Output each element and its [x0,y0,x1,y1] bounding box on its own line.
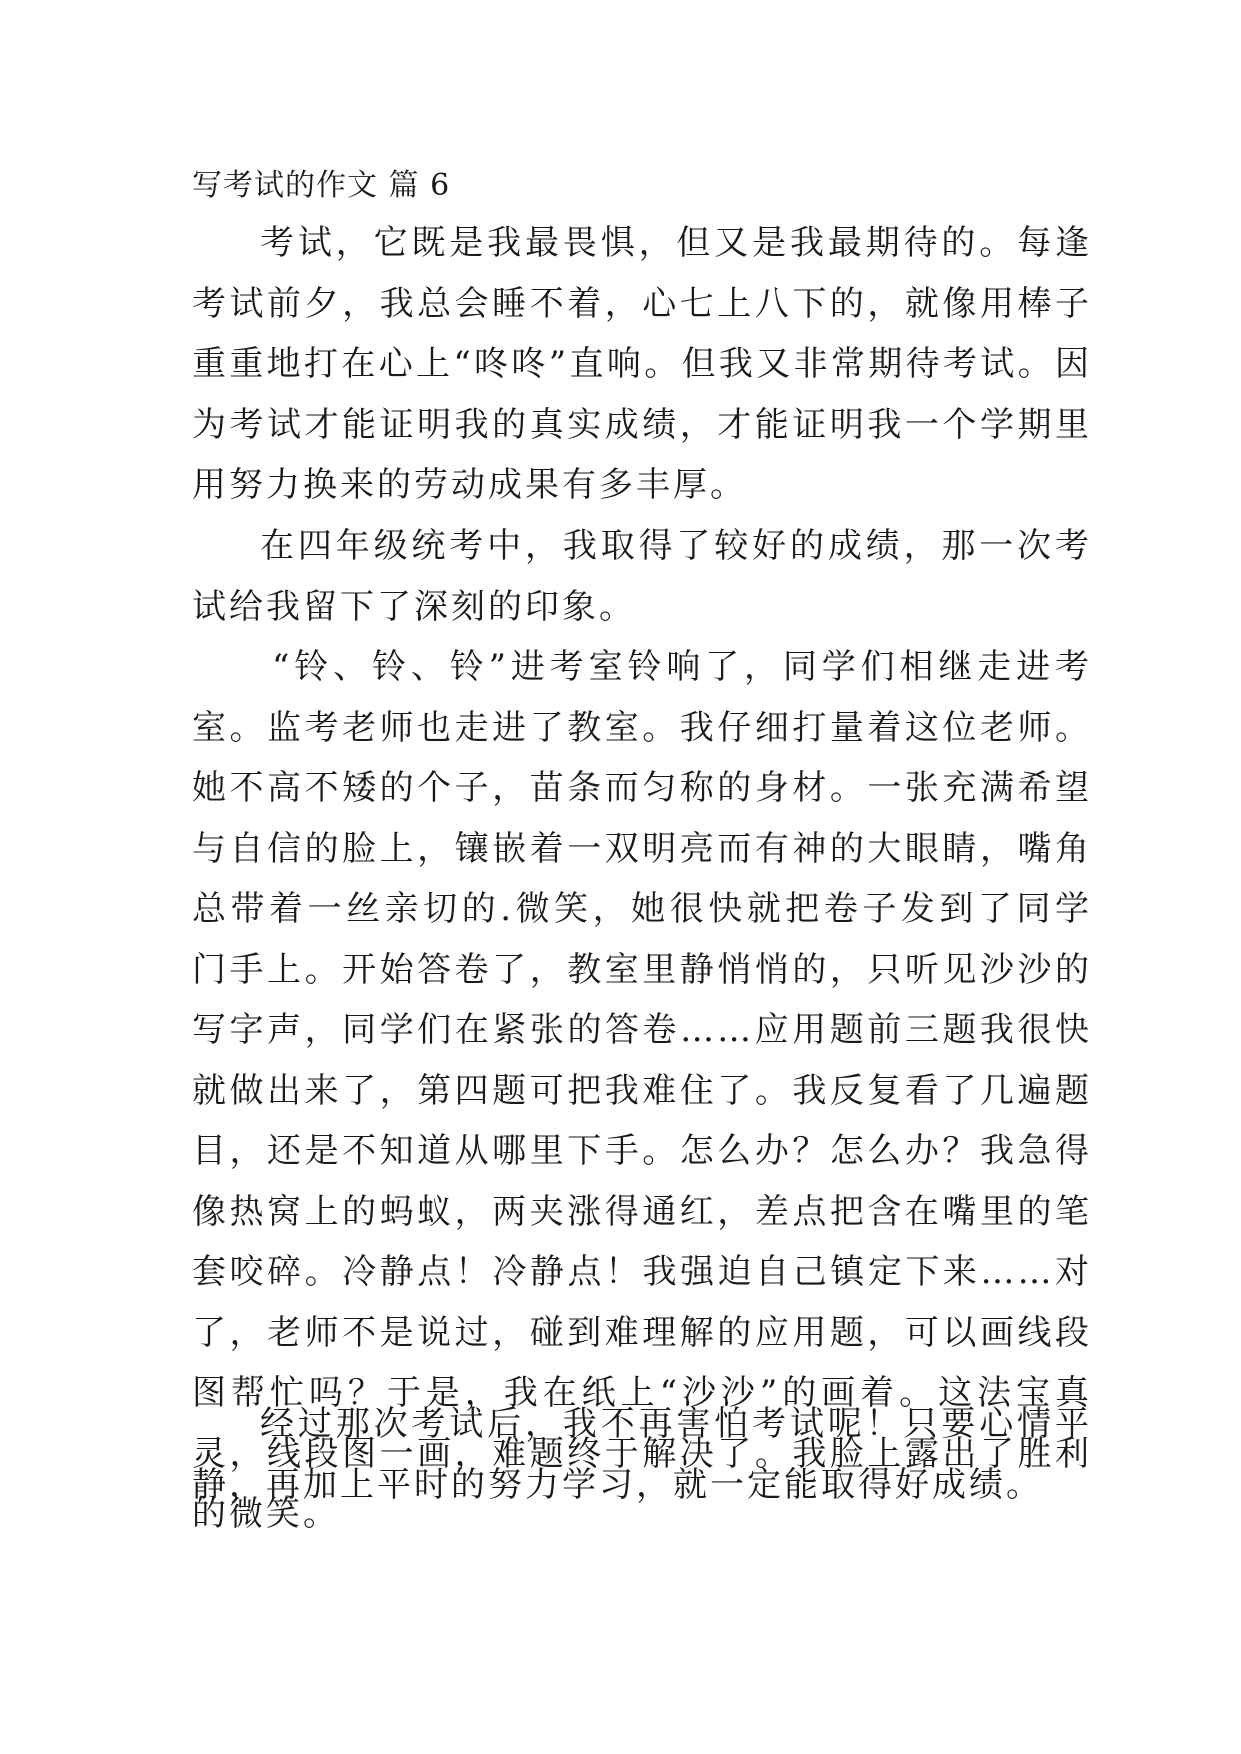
paragraph-4: 经过那次考试后，我不再害怕考试呢！只要心情平静，再加上平时的努力学习，就一定能取得好成绩。 [192,1404,1092,1505]
paragraph-1: 考试，它既是我最畏惧，但又是我最期待的。每逢考试前夕，我总会睡不着，心七上八下的，就像用棒子重重地打在心上“咚咚”直响。但我又非常期待考试。因为考试才能证明我的真实成绩，才能证明我一个学期里用努力换来的劳动成果有多丰厚。 [192,223,1092,505]
paragraph-2: 在四年级统考中，我取得了较好的成绩，那一次考试给我留下了深刻的印象。 [192,526,1092,627]
essay-title: 写考试的作文 篇 6 [192,168,451,203]
paragraph-3: “铃、铃、铃”进考室铃响了，同学们相继走进考室。监考老师也走进了教室。我仔细打量着这位老师。她不高不矮的个子，苗条而匀称的身材。一张充满希望与自信的脸上，镶嵌着一双明亮而有神的大眼睛，嘴角总带着一丝亲切的.微笑，她很快就把卷子发到了同学门手上。开始答卷了，教室里静悄悄的，只听见沙沙的写字声，同学们在紧张的答卷……应用题前三题我很快就做出来了，第四题可把我难住了。我反复看了几遍题目，还是不知道从哪里下手。怎么办？怎么办？我急得像热窝上的蚂蚁，两夹涨得通红，差点把含在嘴里的笔套咬碎。冷静点！冷静点！我强迫自己镇定下来……对了，老师不是说过，碰到难理解的应用题，可以画线段图帮忙吗？于是，我在纸上“沙沙”的画着。这法宝真灵，线段图一画，难题终于解决了。我脸上露出了胜利的微笑。 [192,647,1092,1534]
